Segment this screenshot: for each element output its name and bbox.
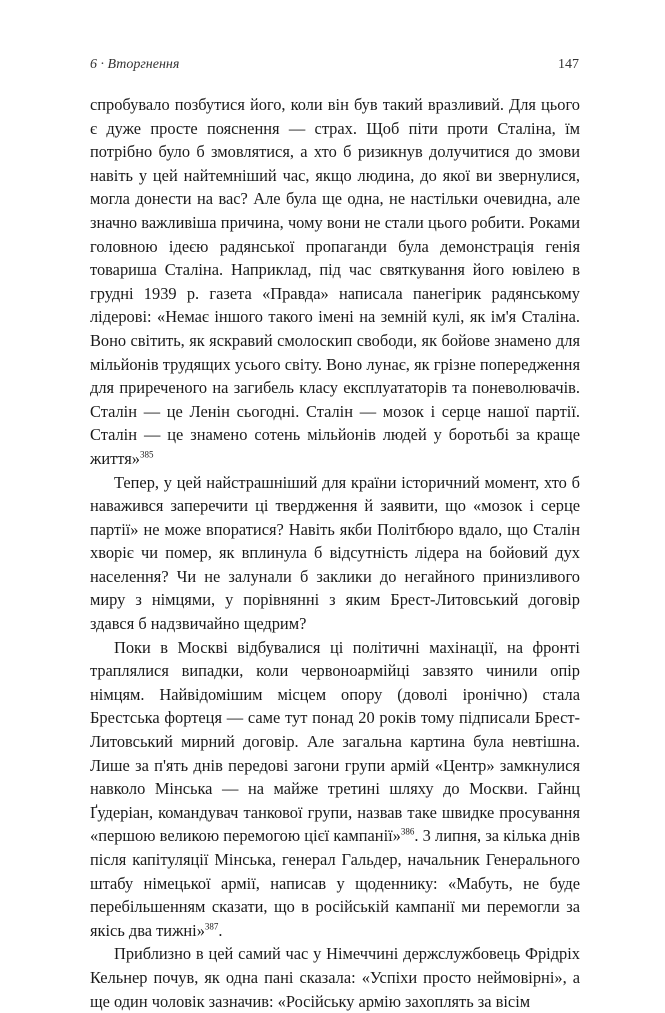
page-number: 147 xyxy=(558,57,579,72)
footnote-ref-385: 385 xyxy=(139,449,154,460)
paragraph-3-text-end: . xyxy=(218,920,223,940)
footnote-ref-387: 387 xyxy=(204,921,219,932)
paragraph-1-text: спробувало позбутися його, коли він був такий вразливий. Для цього є дуже просте пояснення — страх. Щоб піти проти Сталіна, їм потрібно було б змовлятися, а хто б ризикнув долучитися до змови навіть у цей найтемніший час, якщо людина, до якої ви звернулися, могла донести на вас? Але була ще одна, не настільки очевидна, але значно важливіша причина, чому вони не стали цього робити. Роками головною ідеєю радянської пропаганди була демонстрація генія товариша Сталіна. Наприклад, під час святкування його ювілею в грудні 1939 р. газета «Правда» написала панегірик радянському лідерові: «Немає іншого такого імені на земній кулі, як ім'я Сталіна. Воно світить, як яскравий смолоскип свободи, як бойове знамено для мільйонів трудящих усього світу. Воно лунає, як грізне попередження для приреченого на загибель класу експлуататорів та поневолювачів. Сталін — це Ленін сьогодні. Сталін — мозок і серце нашої партії. Сталін — це знамено сотень мільйонів людей у боротьбі за краще життя» xyxy=(90,95,580,468)
running-header xyxy=(90,57,579,77)
paragraph-4-text: Приблизно в цей самий час у Німеччині держслужбовець Фрідріх Кельнер почув, як одна пані сказала: «Успіхи просто неймовірні», а ще один чоловік зазначив: «Російську армію захоплять за вісім xyxy=(90,944,580,1011)
paragraph-1 xyxy=(90,93,580,471)
paragraph-3 xyxy=(90,636,580,943)
paragraph-3-text: Поки в Москві відбувалися ці політичні махінації, на фронті траплялися випадки, коли червоноармійці завзято чинили опір німцям. Найвідомішим місцем опору (доволі іронічно) стала Брестська фортеця — саме тут понад 20 років тому підписали Брест-Литовський мирний договір. Але загальна картина була невтішна. Лише за п'ять днів передові загони групи армій «Центр» замкнулися навколо Мінська — на майже третині шляху до Москви. Гайнц Ґудеріан, командувач танкової групи, назвав таке швидке просування «першою великою перемогою цієї кампанії» xyxy=(90,637,580,846)
paragraph-2 xyxy=(90,471,580,636)
footnote-ref-386: 386 xyxy=(400,826,415,837)
paragraph-3-text-continued: . 3 липня, за кілька днів після капітуляції Мінська, генерал Гальдер, начальник Генерального штабу німецької армії, написав у щоденнику: «Мабуть, не буде перебільшенням сказати, що в російській кампанії ми перемогли за якісь два тижні» xyxy=(90,826,580,940)
chapter-title: 6 · Вторгнення xyxy=(90,57,180,72)
body-text xyxy=(90,93,580,1013)
paragraph-4 xyxy=(90,942,580,1013)
paragraph-2-text: Тепер, у цей найстрашніший для країни історичний момент, хто б наважився заперечити ці твердження й заявити, що «мозок і серце партії» не може впоратися? Навіть якби Політбюро вдало, що Сталін хворіє чи помер, як вплинула б відсутність лідера на бойовий дух населення? Чи не залунали б заклики до негайного принизливого миру з німцями, у порівнянні з яким Брест-Литовський договір здався б надзвичайно щедрим? xyxy=(90,472,580,634)
